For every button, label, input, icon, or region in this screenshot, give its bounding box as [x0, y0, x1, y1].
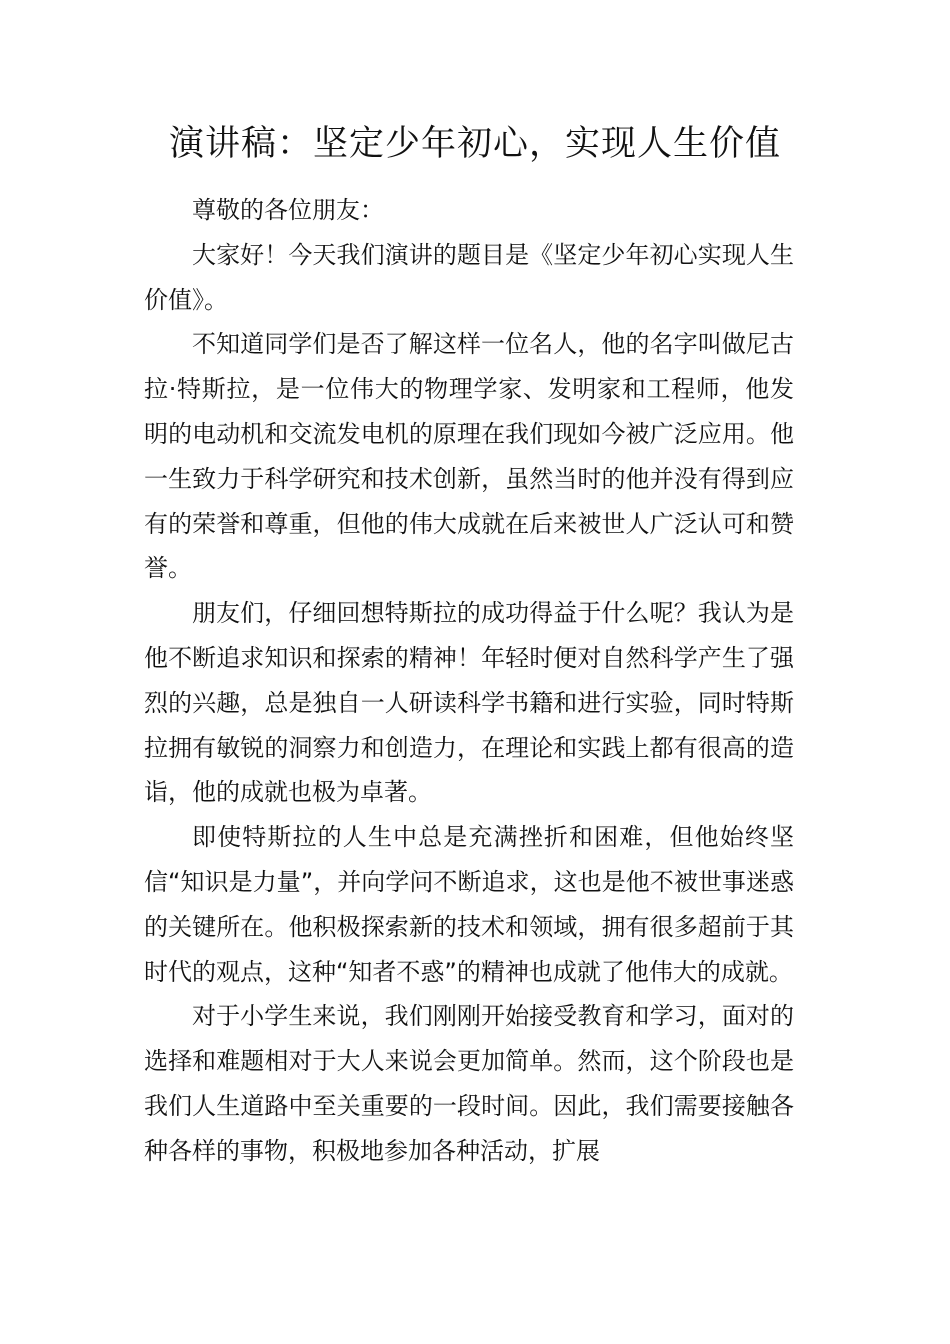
paragraph-salutation: 尊敬的各位朋友：	[192, 196, 384, 224]
document-title: 演讲稿：坚定少年初心，实现人生价值	[168, 124, 781, 164]
paragraph-tesla-persistence: 即使特斯拉的人生中总是充满挫折和困难，但他始终坚信“知识是力量”，并向学问不断追求，这也是他不被世事迷惑的关键所在。他积极探索新的技术和领域，拥有很多超前于其时代的观点，这种“知者不惑”的精神也成就了他伟大的成就。	[144, 823, 794, 986]
paragraph-greeting: 大家好！今天我们演讲的题目是《坚定少年初心实现人生价值》。	[144, 240, 794, 314]
paragraph-tesla-intro: 不知道同学们是否了解这样一位名人，他的名字叫做尼古拉·特斯拉，是一位伟大的物理学家、发明家和工程师，他发明的电动机和交流发电机的原理在我们现如今被广泛应用。他一生致力于科学研究和技术创新，虽然当时的他并没有得到应有的荣誉和尊重，但他的伟大成就在后来被世人广泛认可和赞誉。	[144, 330, 794, 583]
document-body	[144, 188, 794, 1174]
paragraph-students: 对于小学生来说，我们刚刚开始接受教育和学习，面对的选择和难题相对于大人来说会更加简单。然而，这个阶段也是我们人生道路中至关重要的一段时间。因此，我们需要接触各种各样的事物，积极地参加各种活动，扩展	[144, 1002, 794, 1165]
paragraph-tesla-spirit: 朋友们，仔细回想特斯拉的成功得益于什么呢？我认为是他不断追求知识和探索的精神！年轻时便对自然科学产生了强烈的兴趣，总是独自一人研读科学书籍和进行实验，同时特斯拉拥有敏锐的洞察力和创造力，在理论和实践上都有很高的造诣，他的成就也极为卓著。	[144, 599, 794, 807]
